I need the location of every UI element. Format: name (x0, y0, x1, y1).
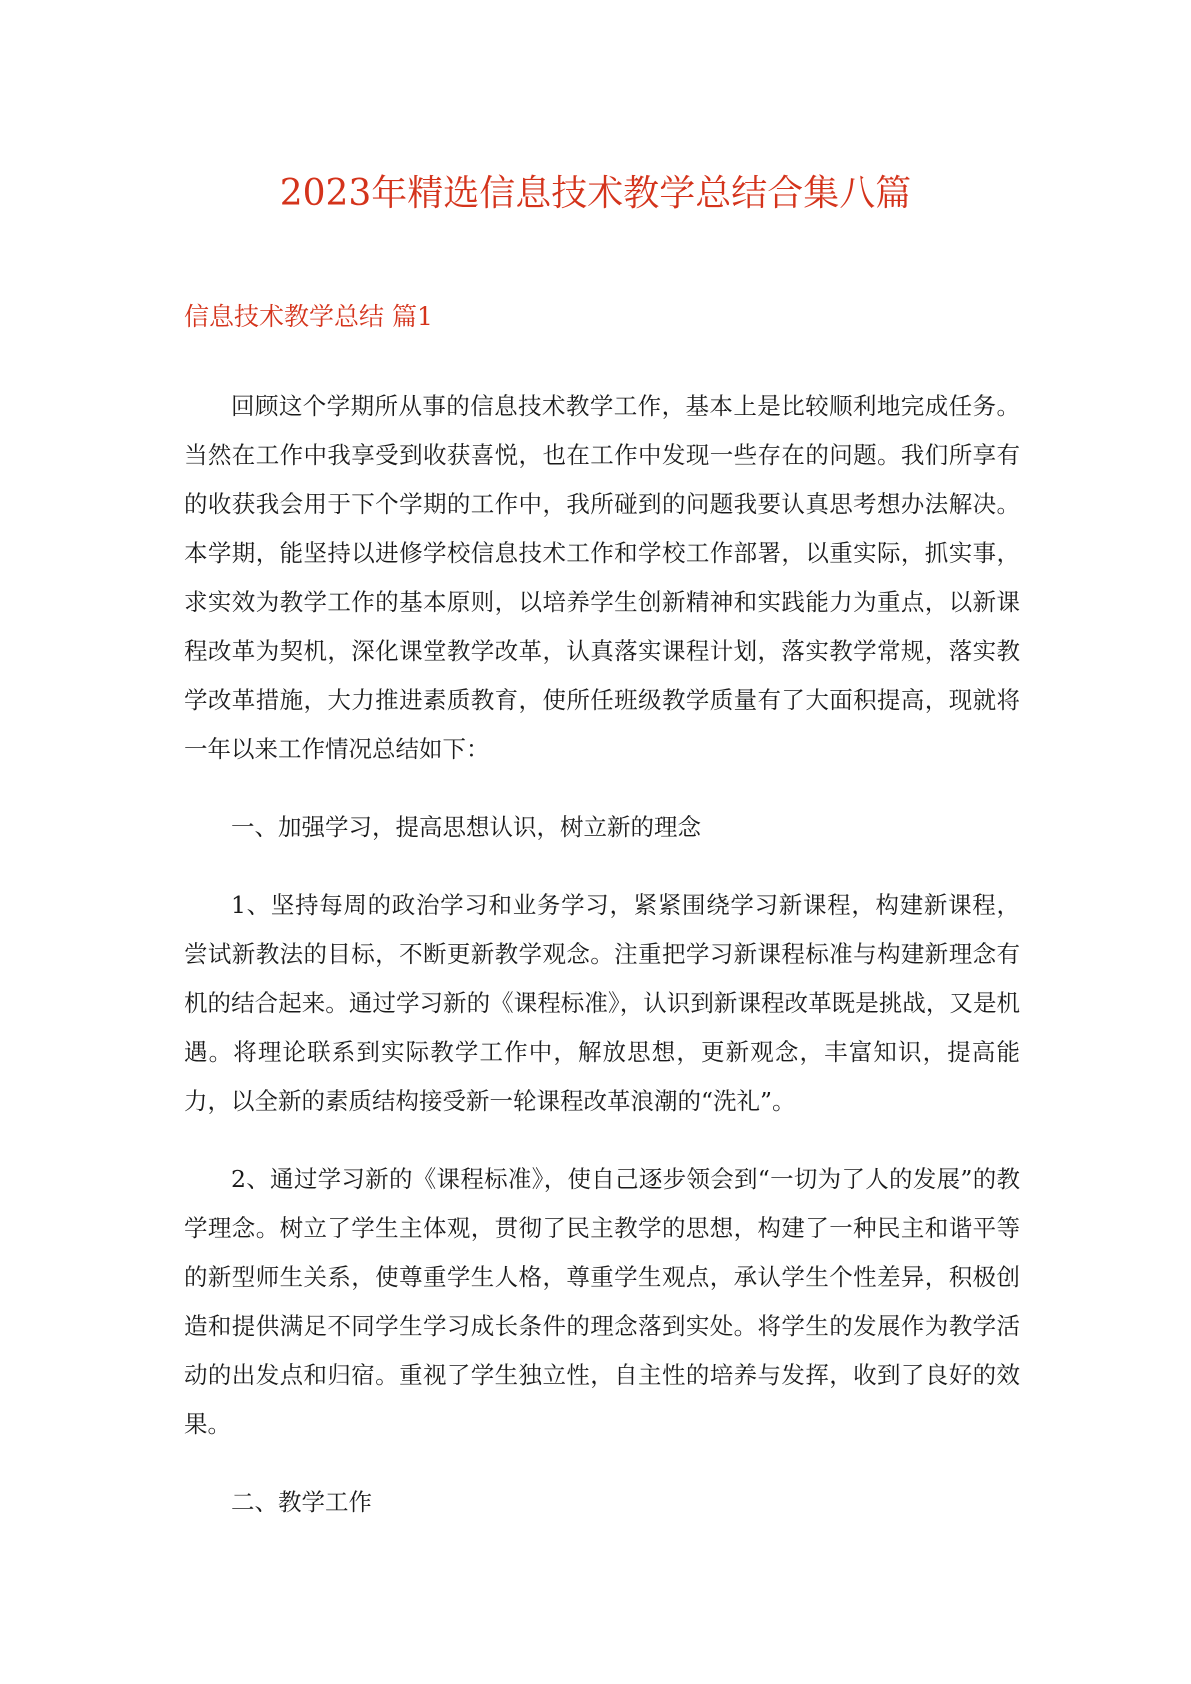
paragraph-heading-2: 二、教学工作 (231, 1488, 372, 1516)
paragraph-item-1: 1、坚持每周的政治学习和业务学习，紧紧围绕学习新课程，构建新课程，尝试新教法的目标，不断更新教学观念。注重把学习新课程标准与构建新理念有机的结合起来。通过学习新的《课程标准》，认识到新课程改革既是挑战，又是机遇。将理论联系到实际教学工作中，解放思想，更新观念，丰富知识，提高能力，以全新的素质结构接受新一轮课程改革浪潮的“洗礼”。 (184, 891, 1020, 1115)
paragraph-intro: 回顾这个学期所从事的信息技术教学工作，基本上是比较顺利地完成任务。当然在工作中我享受到收获喜悦，也在工作中发现一些存在的问题。我们所享有的收获我会用于下个学期的工作中，我所碰到的问题我要认真思考想办法解决。本学期，能坚持以进修学校信息技术工作和学校工作部署，以重实际，抓实事，求实效为教学工作的基本原则，以培养学生创新精神和实践能力为重点，以新课程改革为契机，深化课堂教学改革，认真落实课程计划，落实教学常规，落实教学改革措施，大力推进素质教育，使所任班级教学质量有了大面积提高，现就将一年以来工作情况总结如下： (184, 392, 1020, 763)
paragraph-item-2: 2、通过学习新的《课程标准》，使自己逐步领会到“一切为了人的发展”的教学理念。树立了学生主体观，贯彻了民主教学的思想，构建了一种民主和谐平等的新型师生关系，使尊重学生人格，尊重学生观点，承认学生个性差异，积极创造和提供满足不同学生学习成长条件的理念落到实处。将学生的发展作为教学活动的出发点和归宿。重视了学生独立性，自主性的培养与发挥，收到了良好的效果。 (184, 1165, 1020, 1438)
document-body (184, 382, 1020, 1527)
section-heading: 信息技术教学总结 篇1 (184, 302, 433, 331)
document-title: 2023年精选信息技术教学总结合集八篇 (279, 173, 912, 214)
paragraph-heading-1: 一、加强学习，提高思想认识，树立新的理念 (231, 813, 701, 841)
